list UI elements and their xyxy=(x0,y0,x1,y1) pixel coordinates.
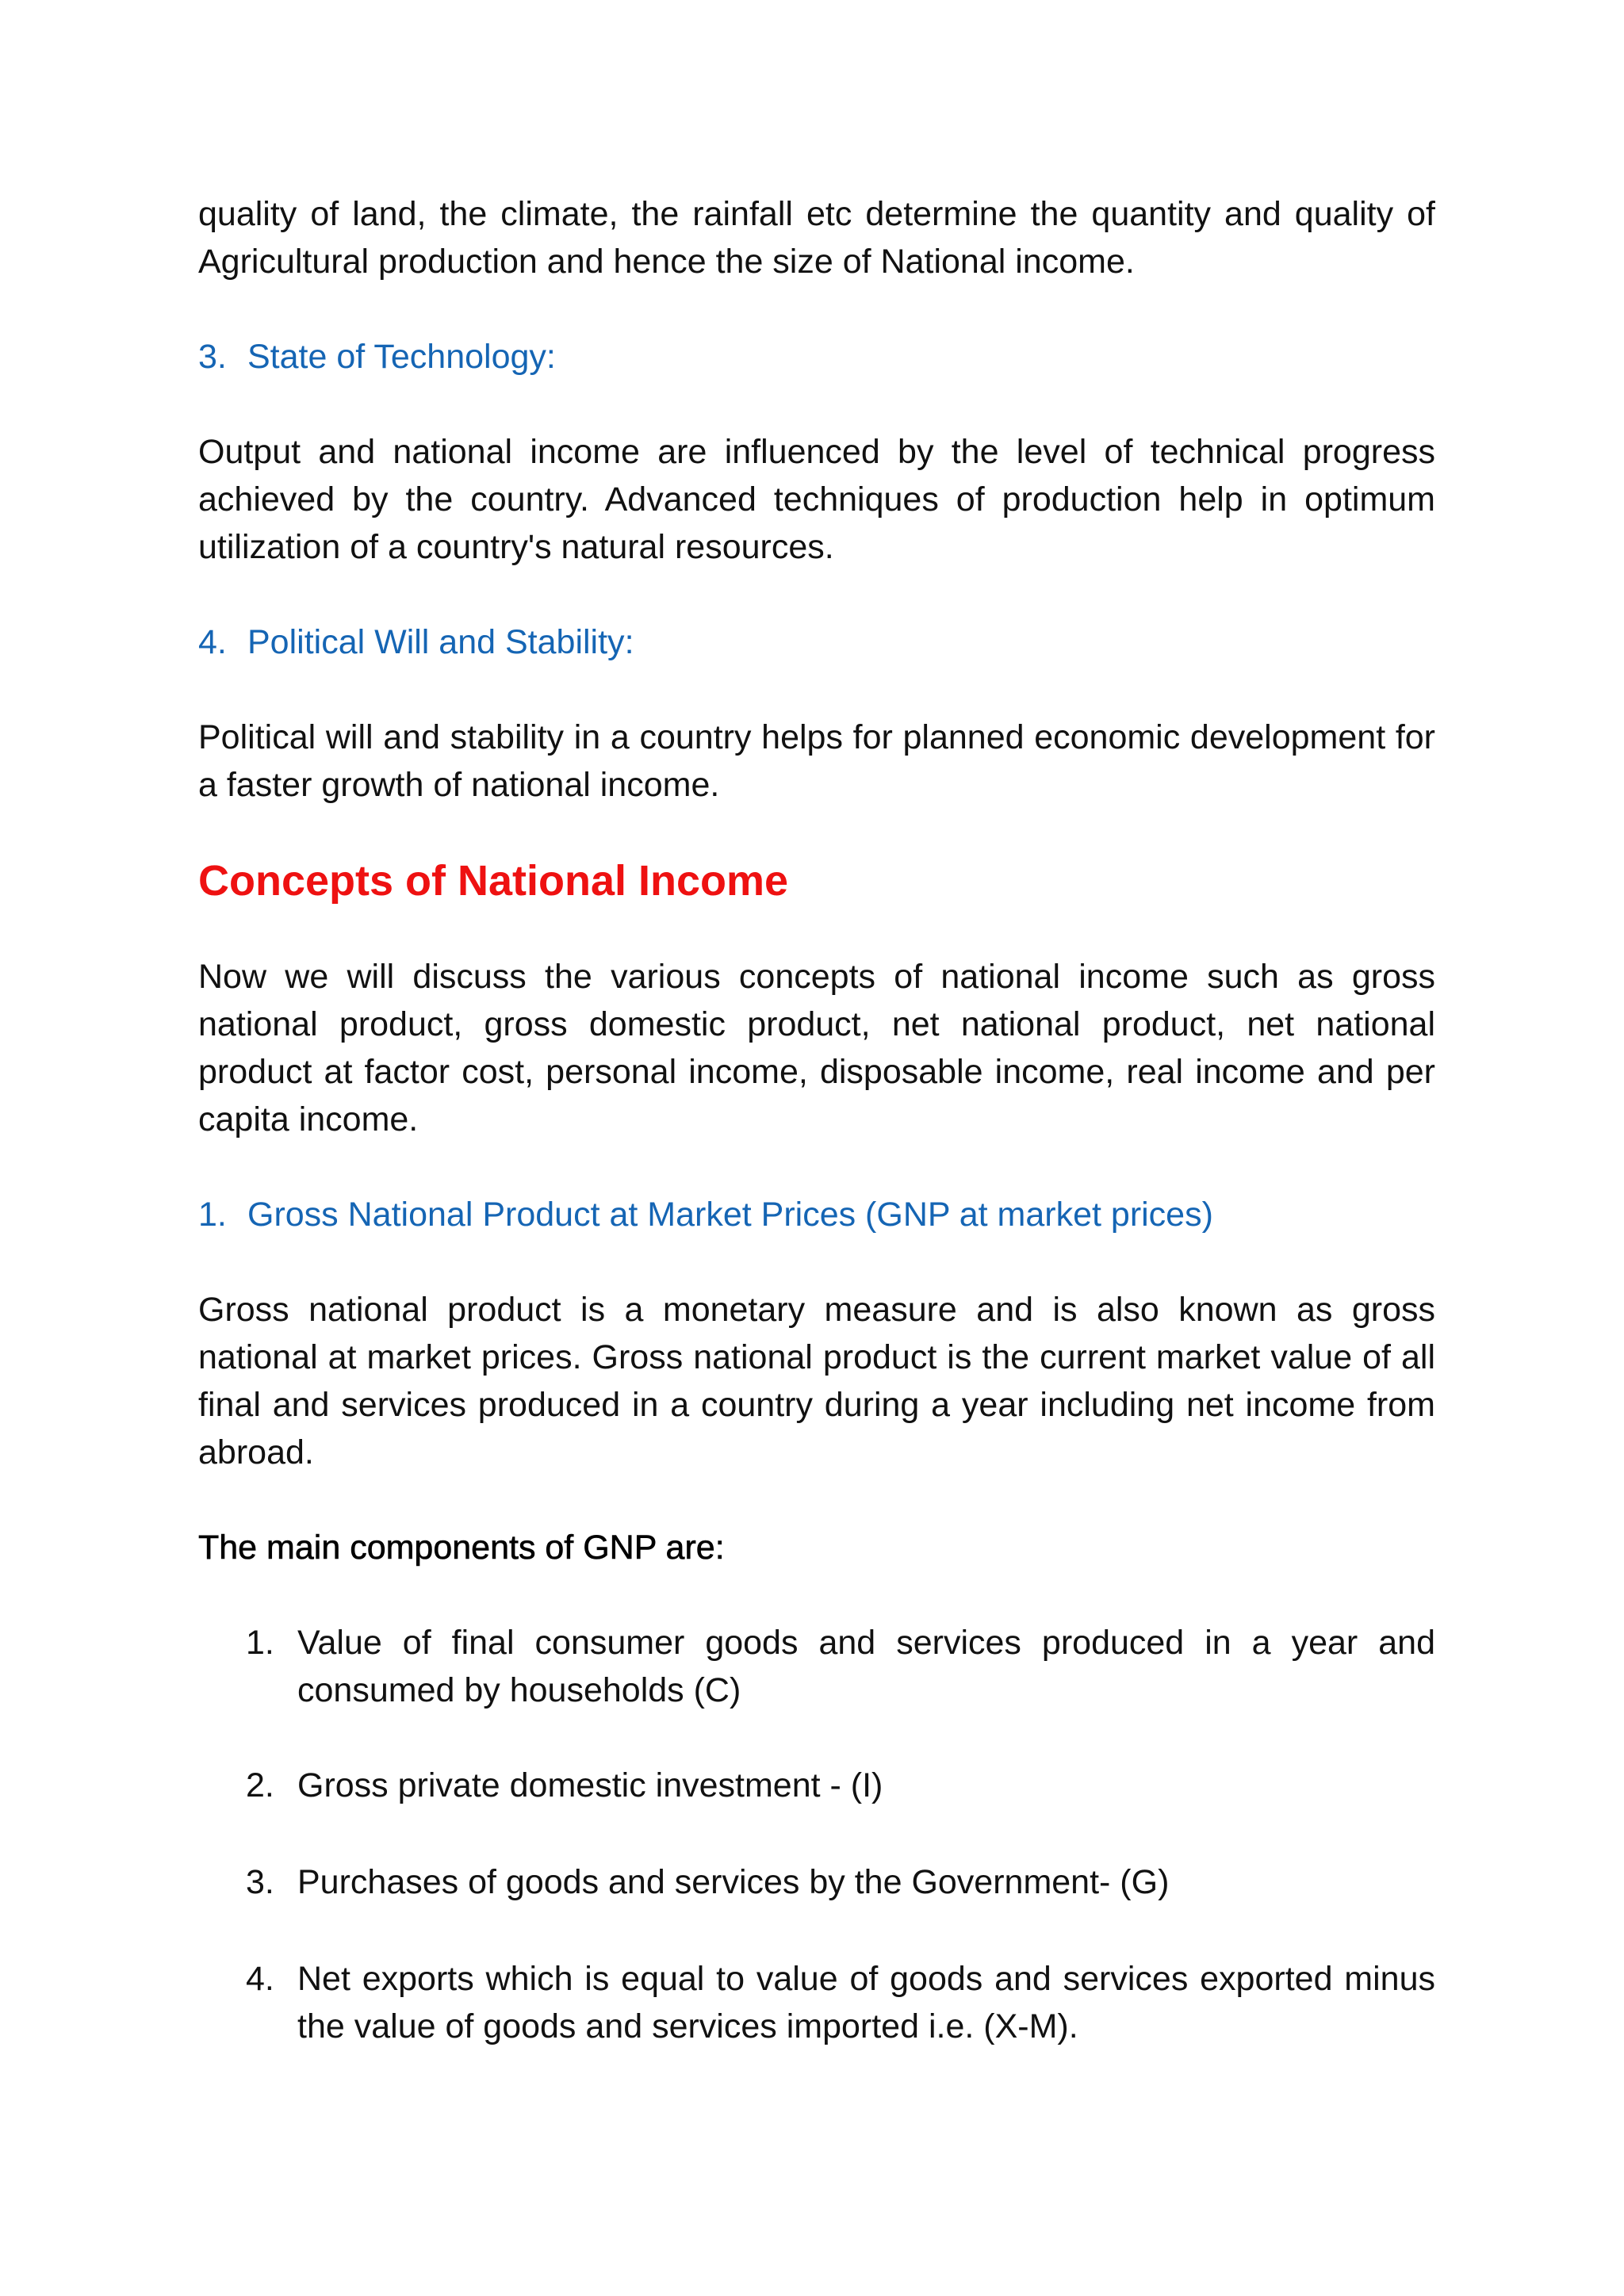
intro-paragraph: quality of land, the climate, the rainfall etc determine the quantity and quality of Agricultural production and hence the size of National income. xyxy=(198,195,1435,281)
heading-political-will xyxy=(198,618,1435,666)
gnp-components-label: The main components of GNP are: xyxy=(198,1529,725,1567)
list-item-text: Gross private domestic investment - (I) xyxy=(297,1766,883,1804)
list-item-number: 2. xyxy=(246,1766,274,1804)
heading-colon: : xyxy=(624,623,634,661)
heading-number: 4. xyxy=(198,623,227,661)
list-item-text: Net exports which is equal to value of goods and services exported minus the value of goods and services imported i.e. (X-M). xyxy=(297,1960,1435,2045)
heading-gnp xyxy=(198,1191,1435,1238)
section-title-concepts: Concepts of National Income xyxy=(198,857,789,905)
list-item xyxy=(198,1858,1435,1906)
technology-paragraph: Output and national income are influenced by the level of technical progress achieved by the country. Advanced techniques of production help in optimum utilization of a country's natural resources. xyxy=(198,433,1435,566)
list-item xyxy=(198,1619,1435,1714)
list-item-number: 4. xyxy=(246,1960,274,1998)
heading-title: Gross National Product at Market Prices (GNP at market prices) xyxy=(247,1196,1213,1234)
list-item-text: Value of final consumer goods and services produced in a year and consumed by households (C) xyxy=(297,1624,1435,1709)
concepts-intro-paragraph: Now we will discuss the various concepts of national income such as gross national product, gross domestic product, net national product, net national product at factor cost, personal income, disposable income, real income and per capita income. xyxy=(198,958,1435,1138)
heading-title: Political Will and Stability xyxy=(247,623,625,661)
gnp-paragraph: Gross national product is a monetary measure and is also known as gross national at market prices. Gross national product is the current market value of all final and services produced in a country during a year including net income from abroad. xyxy=(198,1291,1435,1471)
heading-number: 3. xyxy=(198,338,227,376)
heading-number: 1. xyxy=(198,1196,227,1234)
list-item xyxy=(198,1762,1435,1809)
gnp-components-list xyxy=(198,1619,1435,2050)
political-paragraph: Political will and stability in a country helps for planned economic development for a faster growth of national income. xyxy=(198,718,1435,804)
list-item-number: 3. xyxy=(246,1863,274,1901)
heading-colon: : xyxy=(546,338,556,376)
heading-title: State of Technology xyxy=(247,338,546,376)
list-item-number: 1. xyxy=(246,1624,274,1662)
document-page xyxy=(198,190,1435,2050)
heading-state-of-technology xyxy=(198,333,1435,381)
list-item xyxy=(198,1955,1435,2050)
list-item-text: Purchases of goods and services by the Government- (G) xyxy=(297,1863,1170,1901)
